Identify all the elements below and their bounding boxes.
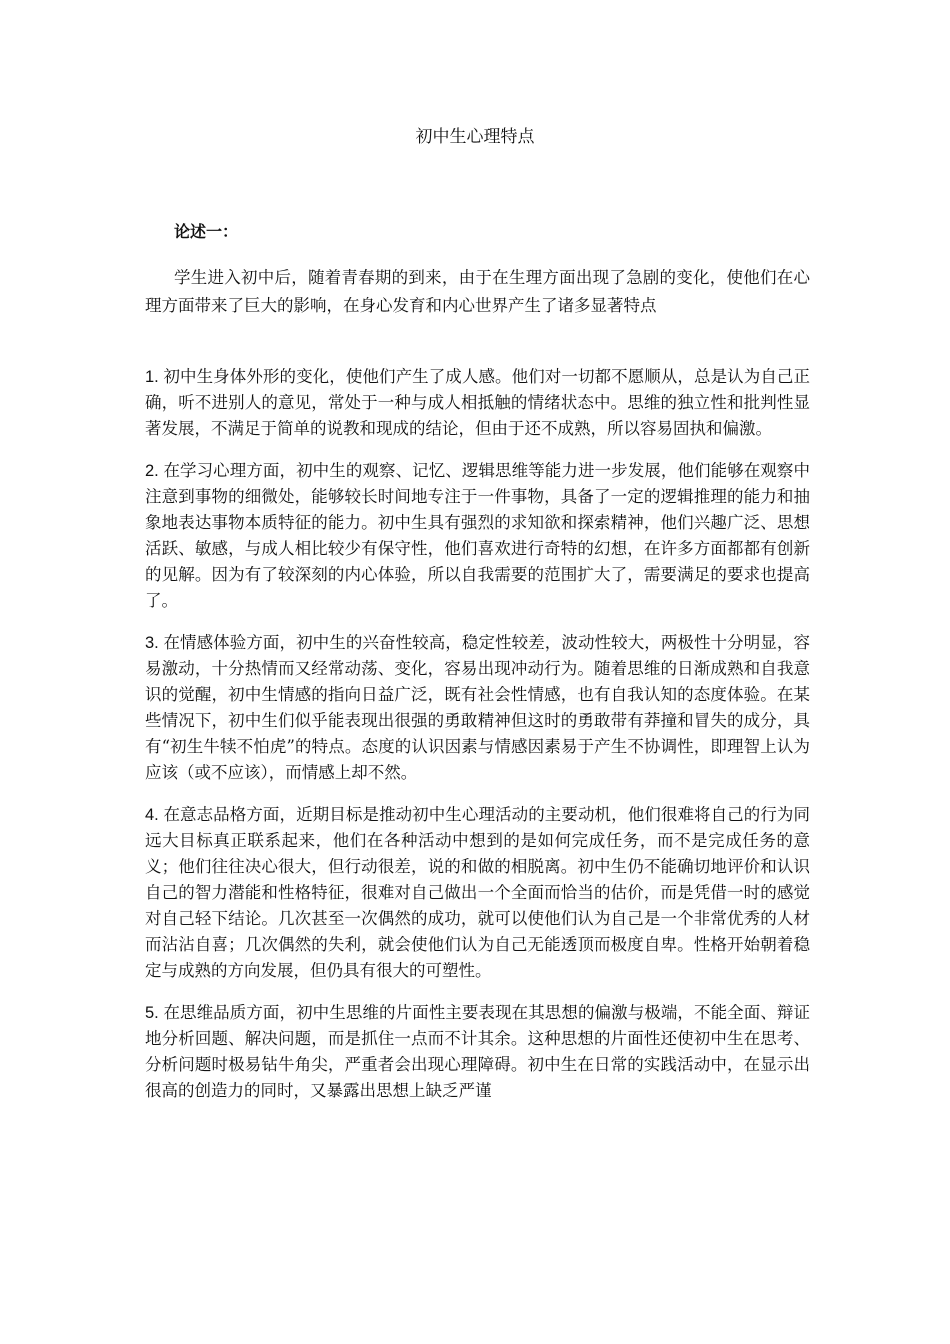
point-paragraph-5	[145, 1000, 810, 1130]
point-text: 在思维品质方面，初中生思维的片面性主要表现在其思想的偏激与极端，不能全面、辩证地分析回题、解决问题，而是抓住一点而不计其余。这种思想的片面性还使初中生在思考、分析问题时极易钻牛角尖，严重者会出现心理障碍。初中生在日常的实践活动中，在显示出很高的创造力的同时，又暴露出思想上缺乏严谨	[145, 1003, 810, 1100]
point-text: 在学习心理方面，初中生的观察、记忆、逻辑思维等能力进一步发展，他们能够在观察中注意到事物的细微处，能够较长时间地专注于一件事物，具备了一定的逻辑推理的能力和抽象地表达事物本质特征的能力。初中生具有强烈的求知欲和探索精神，他们兴趣广泛、思想活跃、敏感，与成人相比较少有保守性，他们喜欢进行奇特的幻想，在许多方面都都有创新的见解。因为有了较深刻的内心体验，所以自我需要的范围扩大了，需要满足的要求也提高了。	[145, 461, 810, 610]
point-number: 4.	[145, 806, 164, 824]
document-title: 初中生心理特点	[415, 127, 535, 147]
point-paragraph-1	[145, 364, 810, 442]
point-number: 2.	[145, 462, 164, 480]
point-paragraph-4	[145, 802, 810, 984]
point-paragraph-2	[145, 458, 810, 614]
intro-paragraph: 学生进入初中后，随着青春期的到来，由于在生理方面出现了急剧的变化，使他们在心理方面带来了巨大的影响，在身心发育和内心世界产生了诸多显著特点	[145, 268, 810, 315]
point-paragraph-3	[145, 630, 810, 786]
points-list	[145, 364, 810, 1130]
section-heading: 论述一：	[174, 222, 239, 241]
point-text: 在情感体验方面，初中生的兴奋性较高，稳定性较差，波动性较大，两极性十分明显，容易激动，十分热情而又经常动荡、变化，容易出现冲动行为。随着思维的日渐成熟和自我意识的觉醒，初中生情感的指向日益广泛，既有社会性情感，也有自我认知的态度体验。在某些情况下，初中生们似乎能表现出很强的勇敢精神但这时的勇敢带有莽撞和冒失的成分，具有“初生牛犊不怕虎”的特点。态度的认识因素与情感因素易于产生不协调性，即理智上认为应该（或不应该），而情感上却不然。	[145, 633, 810, 782]
point-text: 在意志品格方面，近期目标是推动初中生心理活动的主要动机，他们很难将自己的行为同远大目标真正联系起来，他们在各种活动中想到的是如何完成任务，而不是完成任务的意义；他们往往决心很大，但行动很差，说的和做的相脱离。初中生仍不能确切地评价和认识自己的智力潜能和性格特征，很难对自己做出一个全面而恰当的估价，而是凭借一时的感觉对自己轻下结论。几次甚至一次偶然的成功，就可以使他们认为自己是一个非常优秀的人材而沾沾自喜；几次偶然的失利，就会使他们认为自己无能透顶而极度自卑。性格开始朝着稳定与成熟的方向发展，但仍具有很大的可塑性。	[145, 805, 810, 980]
point-number: 1.	[145, 368, 164, 386]
point-number: 3.	[145, 634, 164, 652]
point-number: 5.	[145, 1004, 164, 1022]
point-text: 初中生身体外形的变化，使他们产生了成人感。他们对一切都不愿顺从，总是认为自己正确，听不进别人的意见，常处于一种与成人相抵触的情绪状态中。思维的独立性和批判性显著发展，不满足于简单的说教和现成的结论，但由于还不成熟，所以容易固执和偏激。	[145, 367, 810, 438]
